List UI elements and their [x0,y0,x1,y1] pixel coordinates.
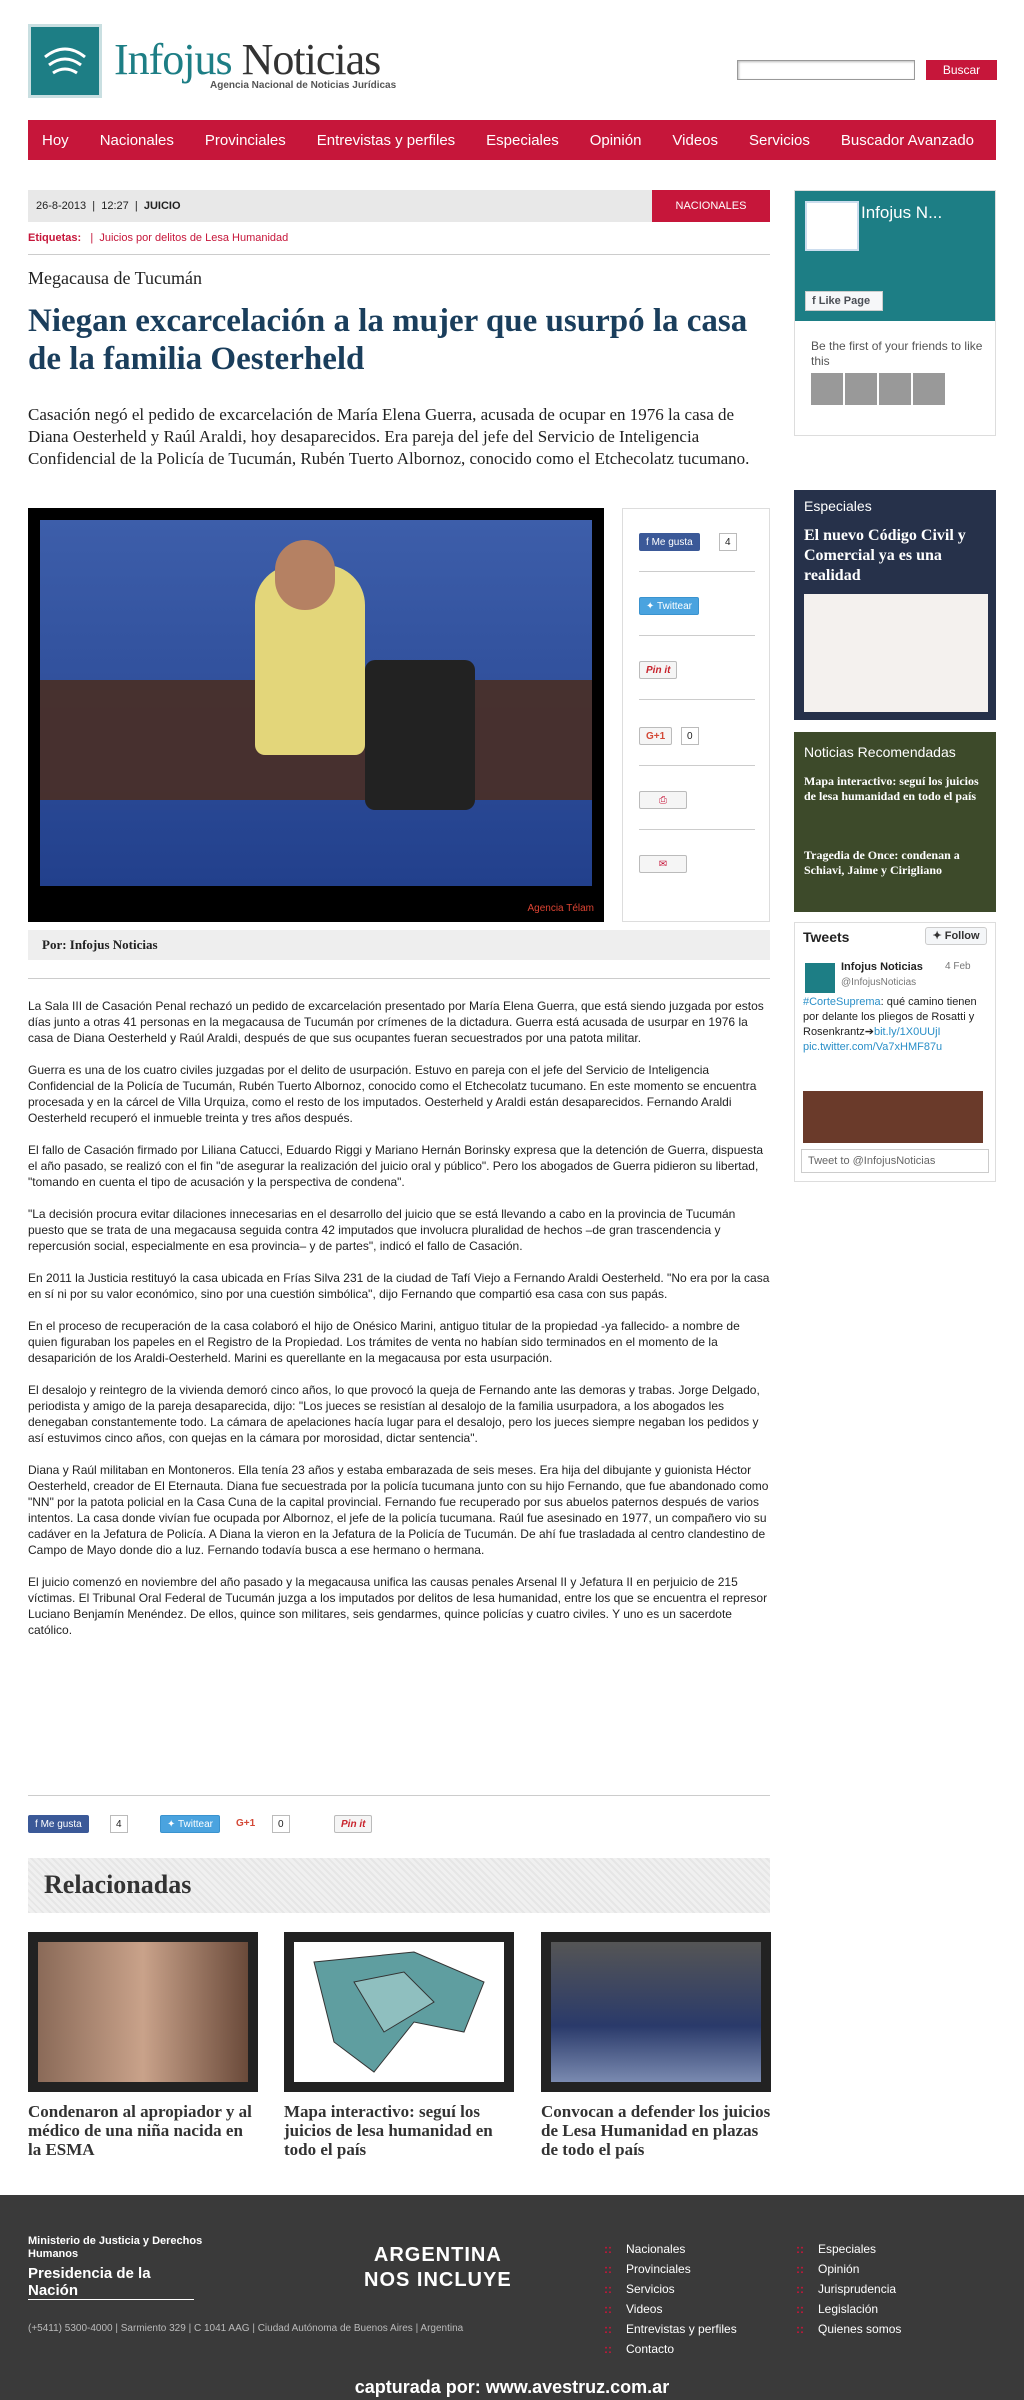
gplus-button[interactable]: G+1 [236,1818,256,1829]
email-icon[interactable]: ✉ [639,855,687,873]
article-lead: Casación negó el pedido de excarcelación de María Elena Guerra, acusada de ocupar en 1976 la casa de Diana Oesterheld y Raúl Araldi, hoy desaparecidos. Era pareja del jefe del Servicio de Inteligencia Confidencial de la Policía de Tucumán, Rubén Tuerto Albornoz, conocido como el Etchecolatz tucumano. [28,405,750,468]
logo-title: Infojus Noticias [114,35,381,84]
section-badge-nacionales[interactable]: NACIONALES [652,190,770,222]
body-paragraph: En 2011 la Justicia restituyó la casa ubicada en Frías Silva 231 de la ciudad de Tafí Viejo a Fernando Araldi Oesterheld. "No era por la casa en sí ni por su valor económico, sino por una cuestión simbólica", dijo Fernando que compartió esa casa con sus papás. [28,1271,770,1301]
footer-link[interactable]: :: Contacto [604,2339,737,2359]
recomendada-item[interactable]: Tragedia de Once: condenan a Schiavi, Jaime y Cirigliano [804,848,960,877]
share-column [622,508,770,922]
tweets-title: Tweets [803,929,850,945]
article-meta-bar: 26-8-2013 | 12:27 | JUICIO [28,190,770,222]
tweet-author[interactable]: Infojus Noticias [841,961,923,973]
share-separator [639,765,755,766]
share-bottom-row [28,1815,428,1835]
related-header [28,1858,770,1913]
twitter-widget [794,922,996,1182]
article-photo-frame [28,508,604,922]
avatar [913,373,945,405]
capture-watermark: capturada por: www.avestruz.com.ar [354,2377,670,2397]
facebook-like-button[interactable]: f Me gusta [28,1815,89,1833]
facebook-like-page-button[interactable]: f Like Page [805,291,883,311]
print-icon[interactable]: ⎙ [639,791,687,809]
body-paragraph: El desalojo y reintegro de la vivienda demoró cinco años, lo que provocó la queja de Fernando ante las demoras y trabas. Jorge Delgado, periodista y amigo de la pareja desaparecida, dijo: "Los jueces se resistían al desalojo de la familia usurpadora, a los abogados les denegaban constantemente todo. La cámara de apelaciones hacía lugar para el desalojo, pero los jueces siempre negaban los pedidos y así estuvimos cinco años, con quejas en la cámara por morosidad, dictar sentencia". [28,1383,760,1445]
related-title: Relacionadas [44,1870,192,1899]
footer-link[interactable]: :: Videos [604,2299,737,2319]
related-title-1[interactable]: Condenaron al apropiador y al médico de una niña nacida en la ESMA [28,2102,252,2159]
nav-entrevistas[interactable]: Entrevistas y perfiles [316,131,456,149]
related-image-1[interactable] [28,1932,258,2092]
facebook-like-count: 4 [110,1815,128,1833]
facebook-like-count: 4 [719,533,737,551]
facebook-page-logo-icon [805,201,859,251]
tag-link[interactable]: Juicios por delitos de Lesa Humanidad [99,232,289,244]
footer-link[interactable]: :: Quienes somos [796,2319,901,2339]
facebook-page-header[interactable] [795,191,995,321]
article-photo[interactable] [40,520,592,886]
article-time: 12:27 [101,200,129,212]
especiales-widget [794,490,996,720]
nav-opinion[interactable]: Opinión [589,131,642,149]
tweet-text: #CorteSuprema: qué camino tienen por delante los pliegos de Rosatti y Rosenkrantz➔bit.ly/1X0UUjI pic.twitter.com/Va7xHMF87u [803,996,977,1053]
tweet-date: 4 Feb [945,961,971,972]
share-separator [639,571,755,572]
main-nav [28,120,996,160]
tweet-handle: @InfojusNoticias [841,977,917,988]
footer-links-col1 [604,2239,737,2359]
article-category: JUICIO [143,200,181,212]
nav-provinciales[interactable]: Provinciales [204,131,286,149]
footer-link[interactable]: :: Nacionales [604,2239,737,2259]
footer-links-col2 [796,2239,901,2339]
tags-row: Etiquetas: | Juicios por delitos de Lesa Humanidad [28,232,289,244]
logo-subtitle: Agencia Nacional de Noticias Jurídicas [210,80,397,91]
recomendadas-label: Noticias Recomendadas [804,744,956,760]
avatar [811,373,843,405]
body-paragraph: Guerra es una de los cuatro civiles juzgadas por el delito de usurpación. Estuvo en pareja con el jefe del Servicio de Inteligencia Confidencial de la Policía de Tucumán, Rubén Tuerto Albornoz, conocido como el Etchecolatz tucumano. En este momento se encuentra procesada y en la cárcel de Villa Urquiza, como el resto de los imputados. Oesterheld y Araldi están desaparecidos. Fernando Araldi Oesterheld recuperó el inmueble treinta y tres años después. [28,1063,757,1125]
nav-videos[interactable]: Videos [672,131,719,149]
body-paragraph: "La decisión procura evitar dilaciones innecesarias en el desarrollo del juicio que se está llevando a cabo en la provincia de Tucumán puesto que se trata de una megacausa seguida contra 42 imputados que involucra pluralidad de hechos –de gran trascendencia y repercusión social, especialmente en esa provincia– y de partes", indicó el fallo de Casación. [28,1207,736,1253]
pinterest-button[interactable]: Pin it [334,1815,372,1833]
footer-link[interactable]: :: Provinciales [604,2259,737,2279]
article-byline: Por: Infojus Noticias [28,930,770,960]
footer-link[interactable]: :: Servicios [604,2279,737,2299]
footer-link[interactable]: :: Entrevistas y perfiles [604,2319,737,2339]
related-image-3[interactable] [541,1932,771,2092]
nav-especiales[interactable]: Especiales [486,131,559,149]
related-image-2[interactable] [284,1932,514,2092]
facebook-page-name: Infojus N... [861,203,943,222]
gplus-count: 0 [272,1815,290,1833]
share-separator [639,699,755,700]
footer-link[interactable]: :: Jurisprudencia [796,2279,901,2299]
tags-label: Etiquetas: [28,232,82,244]
related-title-3[interactable]: Convocan a defender los juicios de Lesa Humanidad en plazas de todo el país [541,2102,771,2159]
nav-buscador[interactable]: Buscador Avanzado [840,131,975,149]
footer-link[interactable]: :: Especiales [796,2239,901,2259]
avatar [845,373,877,405]
divider [28,254,770,255]
body-paragraph: El fallo de Casación firmado por Liliana Catucci, Eduardo Riggi y Mariano Hernán Borinsky expresa que la detención de Guerra, dispuesta el año pasado, se realizó con el fin "de asegurar la realización del juicio oral y público". Pero los abogados de Guerra pidieron su libertad, "tomando en cuenta el tipo de acusación y la perspectiva de condena". [28,1143,764,1189]
related-title-2[interactable]: Mapa interactivo: seguí los juicios de lesa humanidad en todo el país [284,2102,493,2159]
body-paragraph: La Sala III de Casación Penal rechazó un pedido de excarcelación presentado por María Elena Guerra, que está siendo juzgada por estos días junto a otras 41 personas en la megacausa de Tucumán por crímenes de la dictadura. Guerra está acusada de usurpar en 1976 la casa de Diana Oesterheld y Raúl Araldi, después de que sus ocupantes fueran secuestrados por una patota militar. [28,999,764,1045]
avatar [879,373,911,405]
tweet-to-input[interactable]: Tweet to @InfojusNoticias [801,1149,989,1173]
body-paragraph: El juicio comenzó en noviembre del año pasado y la megacausa unifica las causas penales Arsenal II y Jefatura II en perjuicio de 215 víctimas. El Tribunal Oral Federal de Tucumán juzga a los imputados por delitos de lesa humanidad, entre los que se encuentra el represor Luciano Benjamín Menéndez. De ellos, quince son militares, seis gendarmes, quince policías y cuatro civiles. Y uno es un sacerdote católico. [28,1575,768,1637]
twitter-follow-button[interactable]: ✦ Follow [925,927,987,945]
body-paragraph: En el proceso de recuperación de la casa colaboró el hijo de Onésico Marini, antiguo titular de la propiedad -ya fallecido- a nombre de quien figuraban los papeles en el Registro de la Propiedad. Los trámites de venta no habían sido terminados en el momento de la desaparición de los Araldi-Oesterheld. Marini es querellante en la megacausa por esta usurpación. [28,1319,740,1365]
footer-address: (+5411) 5300-4000 | Sarmiento 329 | C 1041 AAG | Ciudad Autónoma de Buenos Aires | Argentina [28,2323,464,2334]
pinterest-button[interactable]: Pin it [639,661,677,679]
gplus-button[interactable]: G+1 [639,727,672,745]
photo-credit: Agencia Télam [527,903,594,914]
footer-ministerio: Ministerio de Justicia y Derechos Humanos [28,2235,203,2260]
nav-nacionales[interactable]: Nacionales [99,131,174,149]
facebook-page-widget [794,190,996,436]
footer-link[interactable]: :: Opinión [796,2259,901,2279]
article-kicker: Megacausa de Tucumán [28,268,202,288]
twitter-share-button[interactable]: ✦ Twittear [160,1815,220,1833]
site-logo[interactable] [28,24,408,100]
nav-servicios[interactable]: Servicios [749,131,810,149]
recomendadas-widget [794,732,996,912]
article-date: 26-8-2013 [36,200,87,212]
divider [28,978,770,979]
twitter-share-button[interactable]: ✦ Twittear [639,597,699,615]
site-footer [0,2195,1024,2400]
especiales-label: Especiales [804,498,872,514]
article-headline: Niegan excarcelación a la mujer que usurpó la casa de la familia Oesterheld [28,303,748,377]
gplus-count: 0 [681,727,699,745]
tweet-avatar[interactable] [805,963,835,993]
facebook-like-button[interactable]: f Me gusta [639,533,700,551]
footer-link[interactable]: :: Legislación [796,2299,901,2319]
footer-argentina-logo: ARGENTINA NOS INCLUYE [364,2244,512,2291]
facebook-page-text: Be the first of your friends to like this [811,339,983,368]
footer-presidencia[interactable]: Presidencia de la Nación [28,2265,194,2300]
search-button[interactable]: Buscar [926,60,997,80]
article-body [28,998,770,1654]
share-separator [639,829,755,830]
photo-chair-shape [365,660,475,810]
search-input[interactable] [737,60,915,80]
photo-head-shape [275,540,335,610]
especiales-headline[interactable]: El nuevo Código Civil y Comercial ya es una realidad [804,527,966,584]
nav-hoy[interactable]: Hoy [42,131,69,149]
body-paragraph: Diana y Raúl militaban en Montoneros. Ella tenía 23 años y estaba embarazada de seis meses. Era hija del dibujante y guionista Héctor Oesterheld, creador de El Eternauta. Diana fue secuestrada por la policía tucumana junto con su hijo Fernando, que fue abandonado como "NN" por la patota policial en la Casa Cuna de la capital provincial. Fernando fue recuperado por sus abuelos paternos después de varios intentos. La casa donde vivían fue ocupada por Albornoz, el jefe de la policía tucumana. Raúl fue asesinado en 1977, un compañero vio su cadáver en la Jefatura de Policía. A Diana la vieron en la Jefatura de la Policía de Tucumán. De ahí fue trasladada al centro clandestino de Campo de Mayo donde dio a luz. Fernando todavía busca a ese hermano o hermana. [28,1463,769,1557]
recomendada-item[interactable]: Mapa interactivo: seguí los juicios de lesa humanidad en todo el país [804,774,979,803]
logo-emblem-icon [28,24,102,98]
tweet-photo[interactable] [803,1091,983,1143]
divider [28,1795,770,1796]
share-separator [639,635,755,636]
especiales-image[interactable] [804,594,988,712]
